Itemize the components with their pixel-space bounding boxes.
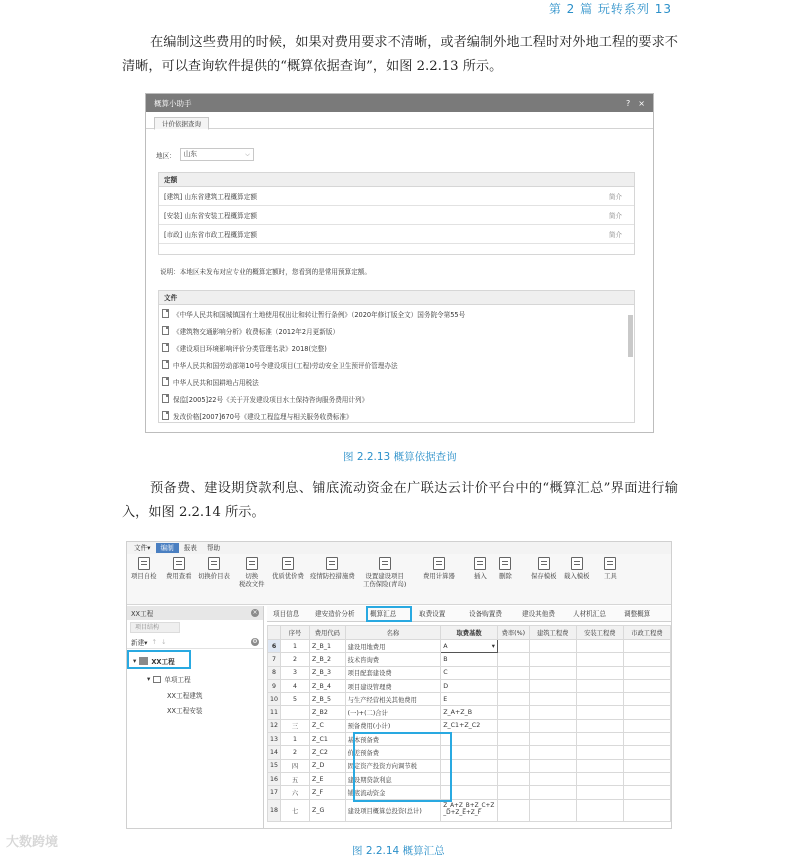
menu-help[interactable]: 帮助 (206, 544, 221, 552)
tree-single-project-node[interactable] (147, 674, 191, 684)
cell-seq[interactable]: 1 (281, 733, 310, 746)
cell-code[interactable]: Z_B_1 (310, 640, 346, 653)
cell-code[interactable]: Z_D (310, 759, 346, 772)
cell-code[interactable]: Z_B_4 (310, 679, 346, 692)
ribbon-label: 费用计算器 (423, 572, 455, 580)
table-row[interactable] (268, 666, 671, 679)
quota-name: [安装] 山东省安装工程概算定额 (164, 212, 257, 220)
cell-municipal[interactable] (623, 706, 670, 719)
tree-root-node[interactable] (133, 656, 175, 666)
quota-item[interactable] (159, 206, 634, 225)
table-row[interactable] (268, 706, 671, 719)
epidemic-fee-button[interactable] (310, 557, 355, 580)
tree-unit-node[interactable] (167, 690, 202, 700)
cell-code[interactable]: Z_E (310, 772, 346, 785)
move-up-icon[interactable]: ↑ (151, 637, 158, 646)
file-name: 保监[2005]22号《关于开发建设项目水土保持咨询服务费用计列》 (173, 395, 369, 404)
col-header: 费率(%) (497, 626, 529, 640)
cell-seq[interactable]: 五 (281, 772, 310, 785)
row-number: 11 (268, 706, 281, 719)
cell-name[interactable]: 项目建设管理费 (345, 679, 441, 692)
col-header: 安装工程费 (576, 626, 623, 640)
epidemic-fee-icon (326, 557, 338, 570)
running-head: 第 2 篇 玩转系列 13 (548, 2, 672, 16)
cell-rate[interactable] (497, 693, 529, 706)
quota-intro-link[interactable]: 简介 (608, 231, 622, 239)
cell-name[interactable]: 项目配套建设费 (345, 666, 441, 679)
row-number: 15 (268, 759, 281, 772)
cell-municipal[interactable] (623, 799, 670, 821)
tools-icon (604, 557, 616, 570)
single-project-icon (153, 676, 161, 683)
ribbon-label: 税改文件 (239, 580, 265, 588)
cell-municipal[interactable] (623, 640, 670, 653)
menu-report[interactable]: 报表 (183, 544, 197, 552)
cell-building[interactable] (529, 719, 576, 732)
table-row[interactable] (268, 746, 671, 759)
help-icon[interactable]: ? (626, 98, 631, 108)
cell-municipal[interactable] (623, 653, 670, 666)
table-row[interactable] (268, 693, 671, 706)
col-header: 序号 (281, 626, 310, 640)
cell-building[interactable] (529, 706, 576, 719)
cell-install[interactable] (576, 733, 623, 746)
cell-building[interactable] (529, 666, 576, 679)
ribbon-label: 疫情防控措施费 (310, 572, 355, 580)
region-value: 山东 (183, 150, 197, 158)
dialog-tabs (146, 112, 653, 129)
region-select[interactable] (180, 148, 254, 161)
quota-name: [建筑] 山东省建筑工程概算定额 (164, 193, 257, 201)
cell-install[interactable] (576, 693, 623, 706)
insert-button[interactable] (474, 557, 487, 580)
expand-icon[interactable]: ▾ (133, 657, 137, 665)
tax-file-icon (246, 557, 258, 570)
cell-rate[interactable] (497, 733, 529, 746)
cell-name[interactable]: 价差预备费 (345, 746, 441, 759)
cell-name[interactable]: 与生产经营相关其他费用 (345, 693, 441, 706)
switch-price-list-button[interactable] (198, 557, 230, 580)
cell-seq[interactable]: 2 (281, 653, 310, 666)
col-header: 名称 (345, 626, 441, 640)
col-header: 市政工程费 (623, 626, 670, 640)
cell-seq[interactable]: 2 (281, 746, 310, 759)
summary-table (267, 625, 671, 822)
trash-icon (499, 557, 511, 570)
quota-intro-link[interactable]: 简介 (608, 212, 622, 220)
save-template-button[interactable] (531, 557, 557, 580)
tab-pricing-basis-query[interactable]: 计价依据查询 (154, 117, 209, 130)
document-icon (162, 326, 169, 335)
row-number: 18 (268, 799, 281, 821)
cell-seq[interactable]: 三 (281, 719, 310, 732)
document-icon (162, 309, 169, 318)
row-number: 16 (268, 772, 281, 785)
document-icon (162, 411, 169, 420)
file-list (158, 290, 635, 423)
ribbon-toolbar (127, 554, 671, 605)
file-name: 发改价格[2007]670号《建设工程监理与相关服务收费标准》 (173, 412, 353, 421)
tools-button[interactable] (604, 557, 617, 580)
table-row[interactable] (268, 653, 671, 666)
cell-code[interactable]: Z_F (310, 786, 346, 799)
tab-resource-summary[interactable]: 人材机汇总 (573, 610, 606, 618)
cell-rate[interactable] (497, 786, 529, 799)
cell-municipal[interactable] (623, 666, 670, 679)
cell-rate[interactable] (497, 706, 529, 719)
save-template-icon (538, 557, 550, 570)
tree-unit-label: XX工程安装 (167, 707, 203, 715)
row-number: 9 (268, 679, 281, 692)
cell-base[interactable]: C (441, 666, 498, 679)
cell-building[interactable] (529, 733, 576, 746)
cell-install[interactable] (576, 653, 623, 666)
row-number: 10 (268, 693, 281, 706)
row-number: 7 (268, 653, 281, 666)
cell-seq[interactable]: 5 (281, 693, 310, 706)
cell-seq[interactable] (281, 706, 310, 719)
cell-rate[interactable] (497, 799, 529, 821)
cell-install[interactable] (576, 772, 623, 785)
region-label: 地区： (156, 151, 176, 160)
cell-municipal[interactable] (623, 679, 670, 692)
settings-icon[interactable]: ⚙ (252, 637, 258, 645)
new-dropdown-button[interactable]: 新建▾ (131, 638, 148, 647)
project-check-button[interactable] (131, 557, 157, 580)
col-header: 建筑工程费 (529, 626, 576, 640)
cell-building[interactable] (529, 799, 576, 821)
tab-fee-setting[interactable]: 取费设置 (419, 610, 446, 618)
menu-file[interactable]: 文件▾ (134, 544, 151, 552)
row-number: 17 (268, 786, 281, 799)
file-item[interactable] (159, 305, 634, 322)
expand-icon[interactable]: ▾ (147, 675, 151, 683)
file-name: 中华人民共和国耕地占用税法 (173, 378, 259, 387)
row-number: 6 (268, 640, 281, 653)
cell-name[interactable]: (一)+(二)合计 (345, 706, 441, 719)
cell-rate[interactable] (497, 759, 529, 772)
close-icon[interactable]: × (252, 609, 258, 616)
cell-base[interactable] (441, 772, 498, 785)
tab-project-info[interactable]: 项目信息 (273, 610, 300, 618)
calculator-icon (433, 557, 445, 570)
ribbon-label: 工具 (604, 572, 617, 580)
cell-name[interactable]: 建设期贷款利息 (345, 772, 441, 785)
project-pane-header (127, 606, 263, 620)
cell-building[interactable] (529, 746, 576, 759)
tab-other-fee[interactable]: 建设其他费 (522, 610, 555, 618)
figure-caption-2-2-13: 图 2.2.13 概算依据查询 (343, 451, 457, 463)
cell-code[interactable]: Z_B2 (310, 706, 346, 719)
cell-code[interactable]: Z_C1 (310, 733, 346, 746)
row-number: 14 (268, 746, 281, 759)
row-number: 13 (268, 733, 281, 746)
cell-install[interactable] (576, 666, 623, 679)
chevron-down-icon: ⌵ (245, 151, 250, 158)
cell-rate[interactable] (497, 640, 529, 653)
set-project-insurance-button[interactable] (363, 557, 406, 588)
tree-toolbar (127, 635, 263, 649)
file-name: 《建设项目环境影响评价分类管理名录》2018(完整) (173, 344, 327, 353)
tab-cost-analysis[interactable]: 建安造价分析 (315, 610, 355, 618)
cell-seq[interactable]: 七 (281, 799, 310, 821)
cell-seq[interactable]: 3 (281, 666, 310, 679)
ribbon-label: 切换价目表 (198, 572, 230, 580)
file-item[interactable] (159, 390, 634, 407)
cell-rate[interactable] (497, 746, 529, 759)
cell-building[interactable] (529, 693, 576, 706)
summary-table-area (267, 625, 671, 828)
fee-view-button[interactable] (166, 557, 192, 580)
cell-name[interactable]: 建设项目概算总投资(总计) (345, 799, 441, 821)
tree-unit-node[interactable] (167, 705, 202, 715)
insert-icon (474, 557, 486, 570)
cell-base[interactable]: D (441, 679, 498, 692)
cell-install[interactable] (576, 799, 623, 821)
document-icon (162, 343, 169, 352)
file-name: 《建筑物交通影响分析》收费标准（2012年2月更新版） (173, 327, 340, 336)
quota-intro-link[interactable]: 简介 (608, 193, 622, 201)
tab-equipment-fee[interactable]: 设备购置费 (469, 610, 502, 618)
cell-install[interactable] (576, 746, 623, 759)
file-name: 《中华人民共和国城镇国有土地使用权出让和转让暂行条例》（2020年修订版全文）国务院令第55号 (173, 310, 466, 319)
cell-municipal[interactable] (623, 693, 670, 706)
table-row[interactable] (268, 719, 671, 732)
tree-unit-label: XX工程建筑 (167, 692, 203, 700)
cell-building[interactable] (529, 772, 576, 785)
menu-bar (127, 542, 671, 554)
cell-base-value: A (443, 642, 448, 650)
cell-code[interactable]: Z_B_3 (310, 666, 346, 679)
col-header: 取费基数 (441, 626, 498, 640)
building-icon (139, 657, 148, 665)
cell-install[interactable] (576, 759, 623, 772)
paragraph-summary: 预备费、建设期贷款利息、铺底流动资金在广联达云计价平台中的“概算汇总”界面进行输入，如图 2.2.14 所示。 (122, 481, 678, 520)
cell-code[interactable]: Z_G (310, 799, 346, 821)
file-item[interactable] (159, 407, 634, 424)
ribbon-label: 切换 (245, 572, 259, 580)
cell-rate[interactable] (497, 679, 529, 692)
cell-municipal[interactable] (623, 719, 670, 732)
cell-base[interactable] (441, 759, 498, 772)
tree-single-label: 单项工程 (164, 676, 191, 684)
quota-item[interactable] (159, 225, 634, 244)
cell-name[interactable]: 建设用地费用 (345, 640, 441, 653)
insurance-icon (379, 557, 391, 570)
cell-install[interactable] (576, 679, 623, 692)
col-header: 费用代码 (310, 626, 346, 640)
pricing-software-window (126, 541, 672, 829)
cell-code[interactable]: Z_C (310, 719, 346, 732)
quality-fee-icon (282, 557, 294, 570)
ribbon-label: 工伤保险(青岛) (363, 580, 407, 588)
file-item[interactable] (159, 356, 634, 373)
cell-building[interactable] (529, 640, 576, 653)
table-row[interactable] (268, 759, 671, 772)
cell-base[interactable]: Z_A+Z_B+Z_C+Z_D+Z_E+Z_F (441, 799, 498, 821)
file-item[interactable] (159, 322, 634, 339)
menu-edit[interactable]: 编制 (156, 543, 179, 553)
file-item[interactable] (159, 339, 634, 356)
table-row[interactable] (268, 772, 671, 785)
paragraph-intro: 在编制这些费用的时候，如果对费用要求不清晰，或者编制外地工程时对外地工程的要求不清晰，可以查询软件提供的“概算依据查询”，如图 2.2.13 所示。 (122, 35, 678, 74)
document-icon (162, 377, 169, 386)
region-selector (156, 148, 254, 161)
cell-rate[interactable] (497, 719, 529, 732)
quota-header: 定额 (159, 173, 634, 187)
table-row[interactable] (268, 786, 671, 799)
cell-building[interactable] (529, 653, 576, 666)
cell-install[interactable] (576, 719, 623, 732)
cell-code[interactable]: Z_C2 (310, 746, 346, 759)
ribbon-label: 保存模板 (531, 572, 557, 580)
fee-calculator-button[interactable] (423, 557, 455, 580)
project-check-icon (138, 557, 150, 570)
switch-tax-file-button[interactable] (239, 557, 265, 588)
region-note: 说明：本地区未发布对应专业的概算定额时，您看到的是常用预算定额。 (160, 268, 371, 276)
table-row[interactable] (268, 679, 671, 692)
cell-name[interactable]: 铺底流动资金 (345, 786, 441, 799)
tab-adjust-budget[interactable]: 调整概算 (624, 610, 651, 618)
ribbon-label: 费用查看 (166, 572, 192, 580)
cell-municipal[interactable] (623, 772, 670, 785)
cell-name[interactable]: 基本预备费 (345, 733, 441, 746)
move-down-icon[interactable]: ↓ (161, 637, 167, 646)
quota-name: [市政] 山东省市政工程概算定额 (164, 231, 257, 239)
cell-name[interactable]: 技术咨询费 (345, 653, 441, 666)
file-item[interactable] (159, 373, 634, 390)
ribbon-label: 删除 (499, 572, 512, 580)
load-template-icon (571, 557, 583, 570)
document-icon (162, 360, 169, 369)
cell-install[interactable] (576, 640, 623, 653)
ribbon-label: 载入模板 (564, 572, 590, 580)
cell-base[interactable] (441, 733, 498, 746)
load-template-button[interactable] (564, 557, 590, 580)
cell-install[interactable] (576, 786, 623, 799)
close-icon[interactable]: × (638, 98, 645, 108)
cell-building[interactable] (529, 786, 576, 799)
ribbon-label: 插入 (474, 572, 487, 580)
cell-name[interactable]: 固定资产投资方向调节税 (345, 759, 441, 772)
project-tree-pane (127, 606, 264, 829)
cell-seq[interactable]: 1 (281, 640, 310, 653)
cell-seq[interactable]: 4 (281, 679, 310, 692)
cell-building[interactable] (529, 759, 576, 772)
file-name: 中华人民共和国劳动部第10号令建设项目(工程)劳动安全卫生预评价管理办法 (173, 361, 398, 370)
cell-rate[interactable] (497, 653, 529, 666)
dialog-titlebar (146, 94, 653, 112)
cell-code[interactable]: Z_B_2 (310, 653, 346, 666)
cell-municipal[interactable] (623, 759, 670, 772)
tree-root-label: XX工程 (151, 658, 175, 666)
ribbon-label: 设置建设项目 (365, 572, 404, 580)
scrollbar-thumb[interactable] (628, 315, 633, 357)
cell-base[interactable]: E (441, 693, 498, 706)
row-header (268, 626, 281, 640)
row-number: 8 (268, 666, 281, 679)
table-row[interactable] (268, 640, 671, 653)
cell-code[interactable]: Z_B_5 (310, 693, 346, 706)
tab-budget-summary[interactable]: 概算汇总 (370, 610, 397, 618)
quota-item[interactable] (159, 187, 634, 206)
cell-base[interactable] (441, 746, 498, 759)
table-row[interactable] (268, 799, 671, 821)
ribbon-label: 优质优价费 (272, 572, 304, 580)
budget-assistant-dialog (145, 93, 654, 433)
cell-install[interactable] (576, 706, 623, 719)
cell-building[interactable] (529, 679, 576, 692)
cell-base[interactable] (441, 786, 498, 799)
cell-base[interactable]: Z_A+Z_B (441, 706, 498, 719)
cell-municipal[interactable] (623, 746, 670, 759)
quality-price-fee-button[interactable] (272, 557, 304, 580)
cell-municipal[interactable] (623, 786, 670, 799)
ribbon-label: 项目自检 (131, 572, 157, 580)
document-icon (162, 394, 169, 403)
project-structure-tab[interactable]: 项目结构 (130, 622, 180, 633)
cell-base[interactable] (441, 640, 498, 653)
function-tabs (267, 606, 671, 622)
fee-view-icon (173, 557, 185, 570)
table-row[interactable] (268, 733, 671, 746)
files-header: 文件 (159, 291, 634, 305)
row-number: 12 (268, 719, 281, 732)
figure-caption-2-2-14: 图 2.2.14 概算汇总 (352, 845, 445, 857)
cell-rate[interactable] (497, 666, 529, 679)
project-name: XX工程 (131, 610, 154, 618)
delete-button[interactable] (499, 557, 512, 580)
cell-rate[interactable] (497, 772, 529, 785)
price-list-icon (208, 557, 220, 570)
watermark-logo: 大数跨境 (6, 835, 59, 850)
cell-name[interactable]: 预备费用(小计) (345, 719, 441, 732)
dialog-title: 概算小助手 (154, 98, 192, 108)
cell-base[interactable]: B (441, 653, 498, 666)
cell-municipal[interactable] (623, 733, 670, 746)
cell-seq[interactable]: 四 (281, 759, 310, 772)
chevron-down-icon[interactable]: ▾ (491, 642, 495, 650)
cell-seq[interactable]: 六 (281, 786, 310, 799)
quota-list (158, 172, 635, 255)
cell-base[interactable]: Z_C1+Z_C2 (441, 719, 498, 732)
file-list-scrollbar[interactable] (628, 307, 633, 419)
